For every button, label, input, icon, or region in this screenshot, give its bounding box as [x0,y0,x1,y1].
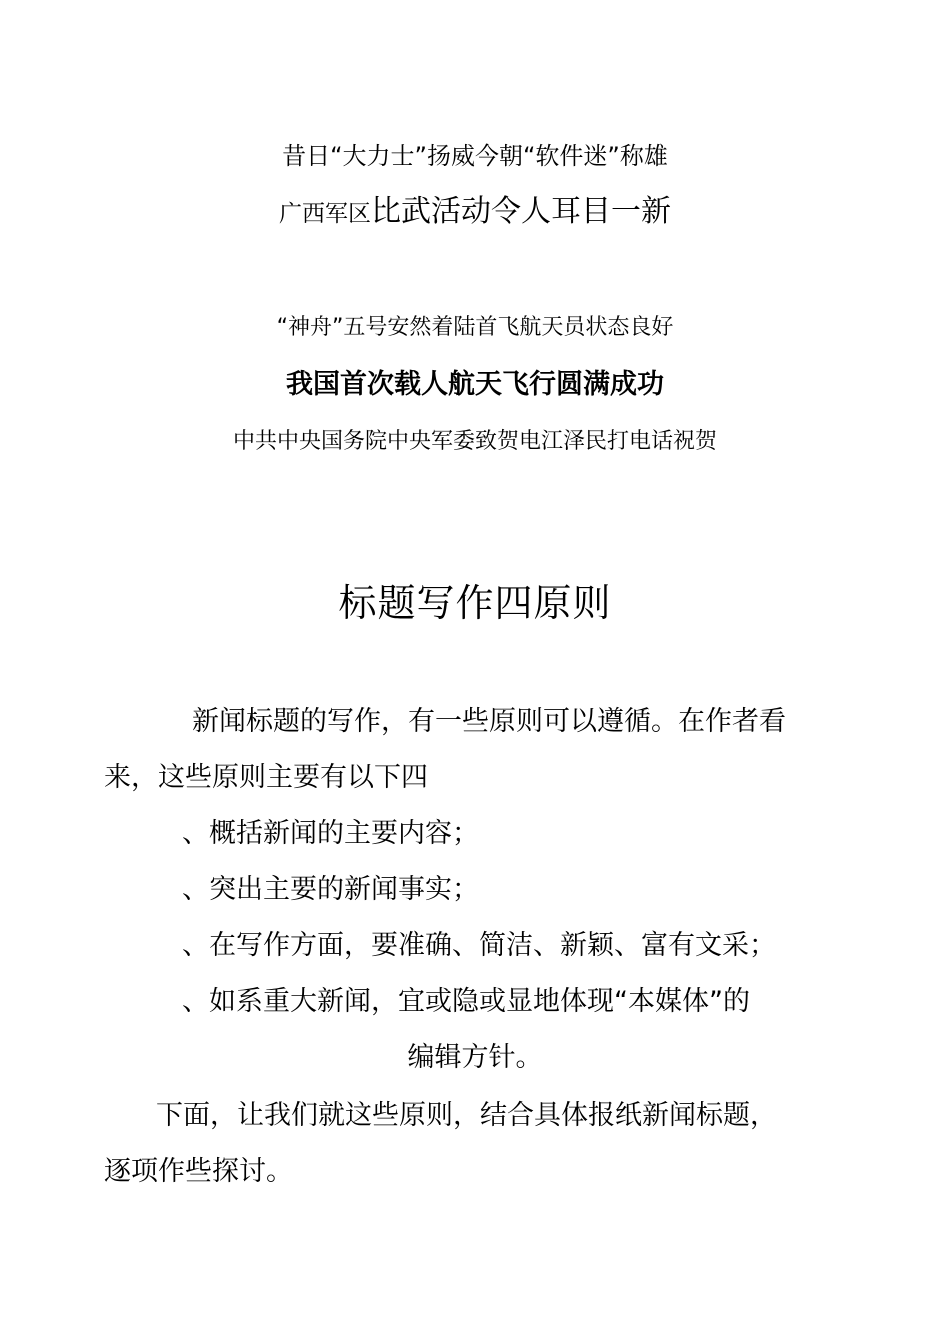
principle-item-2: 、突出主要的新闻事实； [182,874,479,905]
example2-main-headline: 我国首次载人航天飞行圆满成功 [286,369,664,400]
principle-item-3: 、在写作方面，要准确、简洁、新颖、富有文采； [182,930,776,961]
example2-kicker-headline: “神舟”五号安然着陆首飞航天员状态良好 [276,315,674,340]
example1-main-headline [0,186,950,230]
section-title: 标题写作四原则 [338,581,612,625]
principle-item-4: 、如系重大新闻，宜或隐或显地体现“本媒体”的 [182,986,750,1017]
example2-sub-headline: 中共中央国务院中央军委致贺电江泽民打电话祝贺 [232,429,717,454]
principle-item-1: 、概括新闻的主要内容； [182,818,479,849]
example1-main-text: 比武活动令人耳目一新 [371,194,671,229]
example1-kicker-headline: 昔日“大力士”扬威今朝“软件迷”称雄 [282,142,668,170]
principle-item-4-continuation: 编辑方针。 [407,1042,543,1073]
closing-paragraph-line-2: 逐项作些探讨。 [104,1156,293,1187]
intro-paragraph-line-2: 来，这些原则主要有以下四 [104,762,428,793]
closing-paragraph-line-1: 下面，让我们就这些原则，结合具体报纸新闻标题， [156,1100,777,1131]
intro-paragraph-line-1: 新闻标题的写作，有一些原则可以遵循。在作者看 [192,706,786,737]
example1-main-prefix: 广西军区 [279,201,371,227]
